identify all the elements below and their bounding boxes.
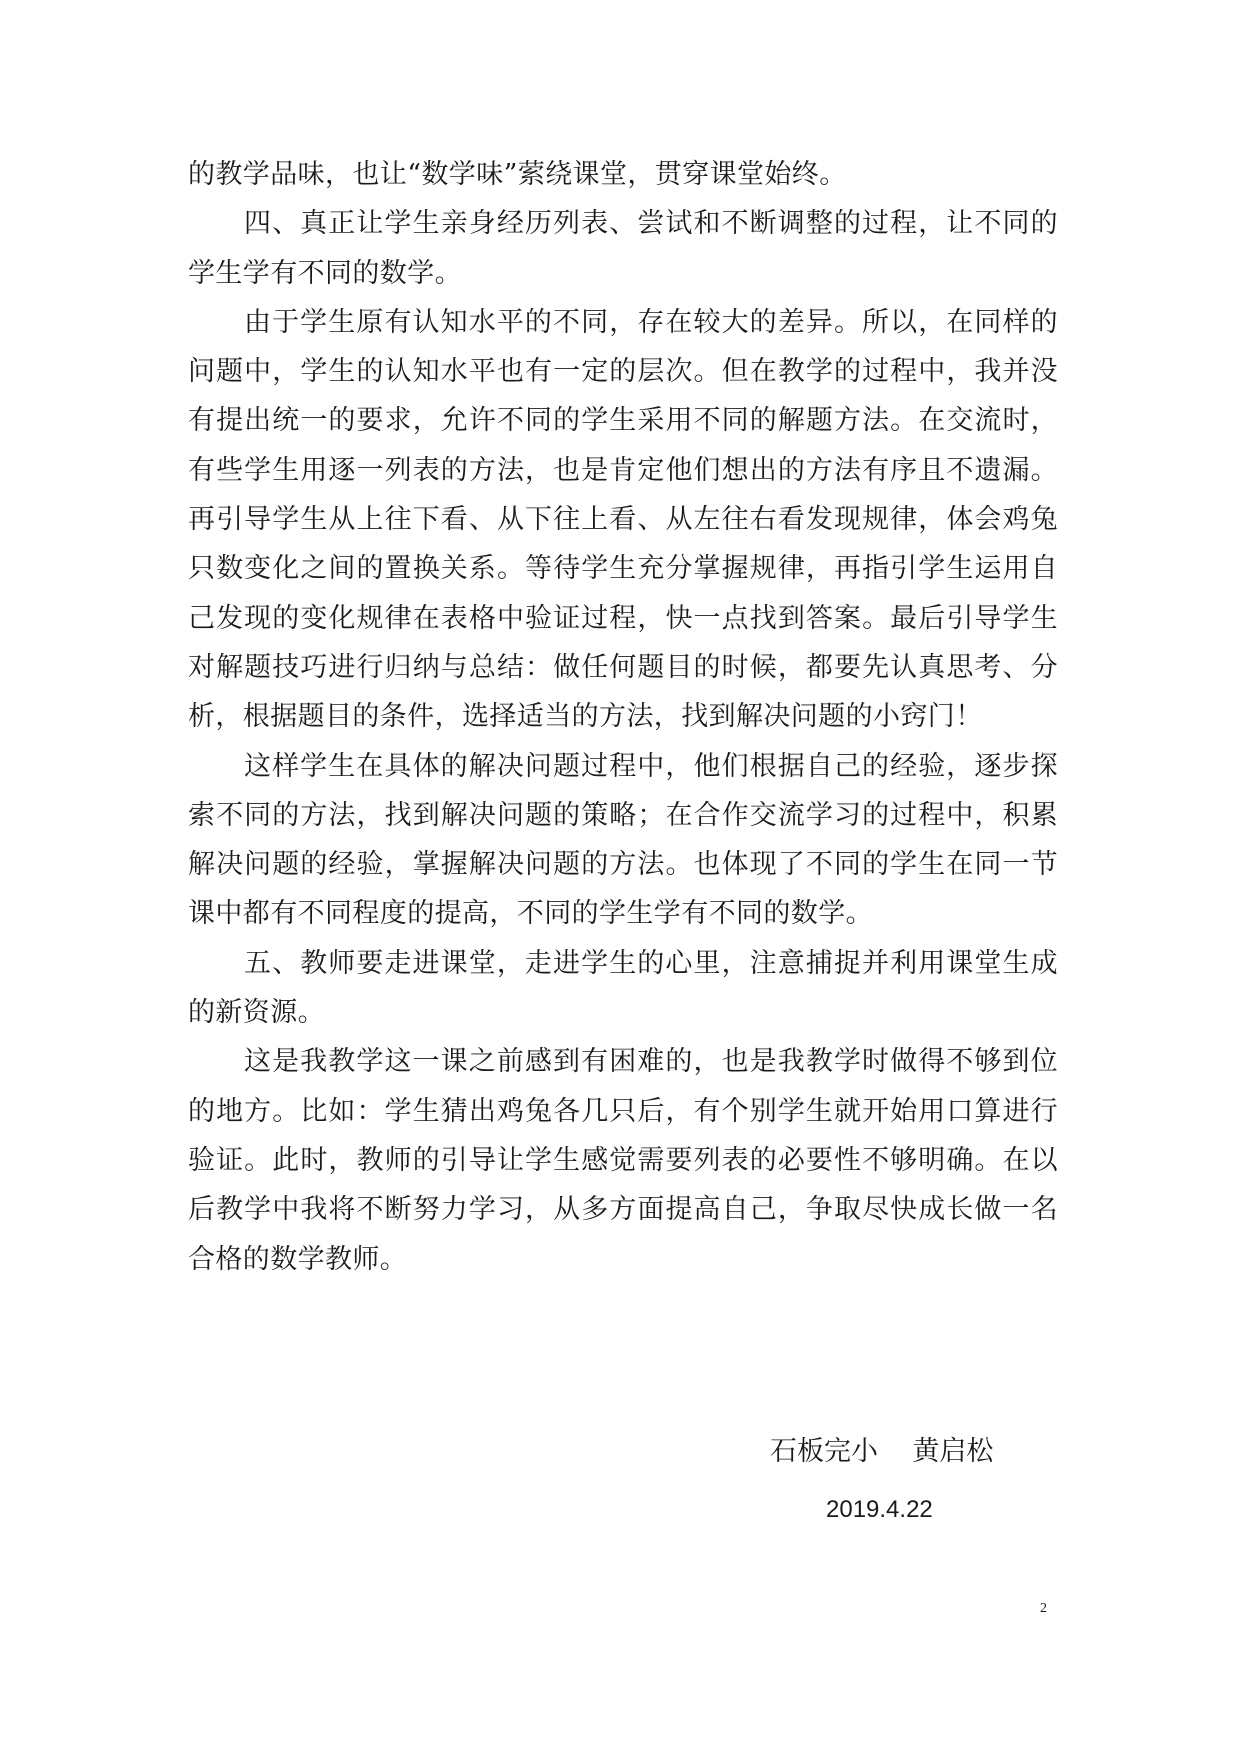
paragraph-4: 这样学生在具体的解决问题过程中，他们根据自己的经验，逐步探索不同的方法，找到解决问题的策略；在合作交流学习的过程中，积累解决问题的经验，掌握解决问题的方法。也体现了不同的学生在同一节课中都有不同程度的提高，不同的学生学有不同的数学。 <box>188 750 1058 930</box>
paragraph-3: 由于学生原有认知水平的不同，存在较大的差异。所以，在同样的问题中，学生的认知水平也有一定的层次。但在教学的过程中，我并没有提出统一的要求，允许不同的学生采用不同的解题方法。在交流时，有些学生用逐一列表的方法，也是肯定他们想出的方法有序且不遗漏。再引导学生从上往下看、从下往上看、从左往右看发现规律，体会鸡兔只数变化之间的置换关系。等待学生充分掌握规律，再指引学生运用自己发现的变化规律在表格中验证过程，快一点找到答案。最后引导学生对解题技巧进行归纳与总结：做任何题目的时候，都要先认真思考、分析，根据题目的条件，选择适当的方法，找到解决问题的小窍门！ <box>188 306 1058 733</box>
signature-date: 2019.4.22 <box>826 1496 933 1523</box>
paragraph-6: 这是我教学这一课之前感到有困难的，也是我教学时做得不够到位的地方。比如：学生猜出鸡兔各几只后，有个别学生就开始用口算进行验证。此时，教师的引导让学生感觉需要列表的必要性不够明确。在以后教学中我将不断努力学习，从多方面提高自己，争取尽快成长做一名合格的数学教师。 <box>188 1046 1058 1275</box>
paragraph-2: 四、真正让学生亲身经历列表、尝试和不断调整的过程，让不同的学生学有不同的数学。 <box>188 208 1058 289</box>
page-number: 2 <box>1040 1601 1047 1616</box>
paragraph-1: 的教学品味，也让“数学味”萦绕课堂，贯穿课堂始终。 <box>188 159 847 190</box>
signature-author: 黄启松 <box>912 1436 994 1467</box>
body-text <box>188 150 1058 1284</box>
paragraph-5: 五、教师要走进课堂，走进学生的心里，注意捕捉并利用课堂生成的新资源。 <box>188 947 1058 1029</box>
signature-line <box>770 1432 993 1472</box>
signature-school: 石板完小 <box>770 1436 878 1467</box>
